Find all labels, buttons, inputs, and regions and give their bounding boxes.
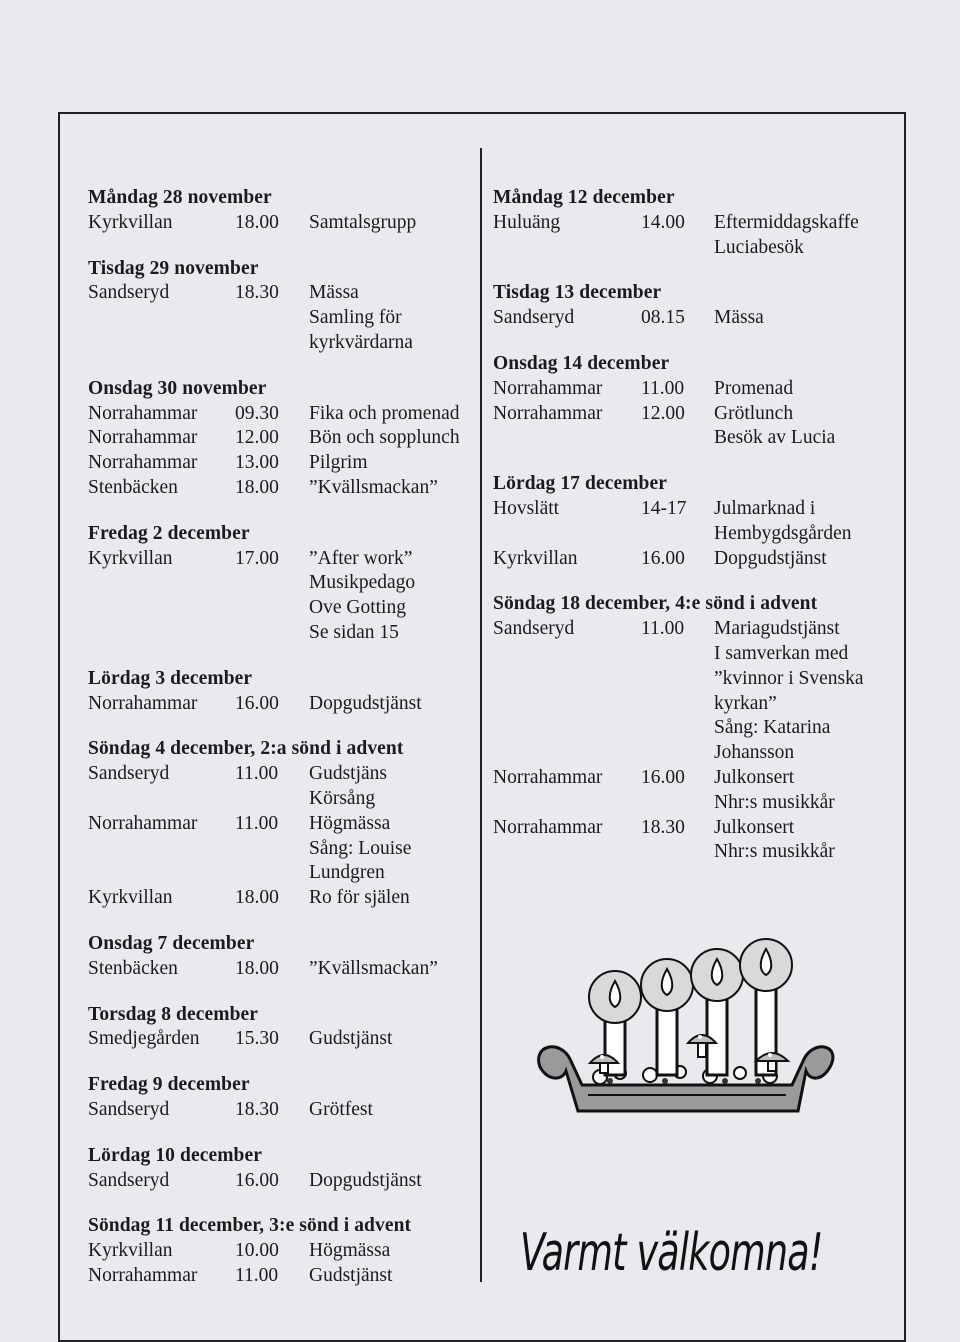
event-place: Sandseryd (493, 307, 575, 329)
event-description (309, 1264, 473, 1289)
event-description-line: Fika och promenad (309, 402, 460, 424)
event-place: Norrahammar (493, 816, 603, 838)
day-title: Onsdag 14 december (493, 352, 670, 374)
event-description (309, 1027, 473, 1052)
day-block (88, 1073, 473, 1123)
event-time: 08.15 (641, 307, 685, 329)
event-description (309, 426, 473, 451)
day-title: Lördag 10 december (88, 1144, 263, 1166)
day-title: Torsdag 8 december (88, 1003, 259, 1025)
event-description-line: Nhr:s musikkår (714, 791, 835, 813)
event-description (309, 957, 473, 982)
event-description-line: Julkonsert (714, 816, 795, 838)
event-row (493, 497, 893, 547)
event-place: Norrahammar (493, 377, 603, 399)
event-row (88, 957, 473, 982)
event-row (88, 211, 473, 236)
day-block (88, 1003, 473, 1053)
event-description-line: ”kvinnor i Svenska (714, 667, 864, 689)
event-description-line: Körsång (309, 787, 376, 809)
event-description-line: Besök av Lucia (714, 427, 836, 449)
event-row (88, 1098, 473, 1123)
event-description-line: Gudstjäns (309, 763, 387, 785)
event-description-line: Sång: Louise (309, 837, 412, 859)
event-place: Kyrkvillan (88, 887, 173, 909)
event-time: 11.00 (235, 763, 279, 785)
event-description-line: Grötlunch (714, 402, 794, 424)
event-time: 11.00 (235, 812, 279, 834)
event-place: Sandseryd (88, 282, 170, 304)
event-description-line: Högmässa (309, 1240, 391, 1262)
event-place: Sandseryd (493, 618, 575, 640)
day-title: Onsdag 30 november (88, 377, 267, 399)
event-time: 12.00 (641, 402, 685, 424)
event-time: 16.00 (641, 547, 685, 569)
event-place: Kyrkvillan (88, 211, 173, 233)
event-description (309, 402, 473, 427)
event-place: Norrahammar (88, 812, 198, 834)
event-description (714, 377, 893, 402)
day-title: Fredag 2 december (88, 522, 250, 544)
event-description-line: kyrkan” (714, 692, 777, 714)
event-place: Norrahammar (493, 402, 603, 424)
event-description-line: ”Kvällsmackan” (309, 957, 438, 979)
day-block (493, 472, 893, 571)
event-description-line: Lundgren (309, 862, 385, 884)
event-description-line: Musikpedago (309, 572, 416, 594)
day-title: Söndag 18 december, 4:e sönd i advent (493, 593, 818, 615)
event-place: Hovslätt (493, 497, 560, 519)
event-description-line: Dopgudstjänst (309, 692, 422, 714)
day-block (88, 1144, 473, 1194)
event-description (714, 766, 893, 816)
event-description (714, 402, 893, 452)
event-row (88, 1027, 473, 1052)
event-time: 18.30 (235, 1098, 279, 1120)
event-description (309, 1239, 473, 1264)
event-description (309, 281, 473, 355)
event-row (493, 402, 893, 452)
event-row (493, 306, 893, 331)
day-title: Lördag 3 december (88, 667, 253, 689)
event-description-line: Mariagudstjänst (714, 618, 840, 640)
event-row (493, 377, 893, 402)
event-description (309, 451, 473, 476)
event-time: 18.00 (235, 887, 279, 909)
column-divider (480, 148, 482, 1282)
day-title: Tisdag 29 november (88, 257, 259, 279)
event-row (88, 1169, 473, 1194)
event-place: Huluäng (493, 211, 561, 233)
event-time: 13.00 (235, 452, 279, 474)
event-description (309, 1169, 473, 1194)
event-description (309, 886, 473, 911)
event-time: 14.00 (641, 211, 685, 233)
day-title: Söndag 4 december, 2:a sönd i advent (88, 738, 404, 760)
event-time: 16.00 (235, 692, 279, 714)
event-place: Sandseryd (88, 1098, 170, 1120)
schedule-left-column (88, 186, 473, 1310)
day-title: Onsdag 7 december (88, 932, 255, 954)
day-block (493, 186, 893, 260)
schedule-right-column (493, 186, 893, 886)
event-description-line: ”After work” (309, 547, 413, 569)
event-time: 14-17 (641, 497, 687, 519)
event-description (309, 211, 473, 236)
event-description-line: Nhr:s musikkår (714, 841, 835, 863)
event-description-line: Hembygdsgården (714, 522, 852, 544)
event-time: 11.00 (235, 1264, 279, 1286)
event-description-line: Promenad (714, 377, 794, 399)
event-description-line: Pilgrim (309, 452, 368, 474)
day-block (493, 352, 893, 451)
event-row (493, 816, 893, 866)
event-place: Kyrkvillan (88, 1240, 173, 1262)
event-row (88, 402, 473, 427)
event-place: Sandseryd (88, 763, 170, 785)
day-title: Måndag 28 november (88, 187, 272, 208)
event-row (88, 281, 473, 355)
event-description (309, 762, 473, 812)
day-title: Fredag 9 december (88, 1074, 250, 1096)
event-time: 18.00 (235, 476, 279, 498)
event-description-line: Högmässa (309, 812, 391, 834)
day-block (493, 592, 893, 865)
event-description-line: Ro för själen (309, 887, 410, 909)
event-place: Norrahammar (88, 402, 198, 424)
event-description-line: Luciabesök (714, 236, 804, 258)
event-time: 18.00 (235, 957, 279, 979)
event-time: 11.00 (641, 618, 685, 640)
event-description-line: Sång: Katarina (714, 717, 831, 739)
event-description (714, 497, 893, 547)
event-time: 18.30 (641, 816, 685, 838)
event-row (88, 886, 473, 911)
event-row (88, 1264, 473, 1289)
event-description (714, 547, 893, 572)
event-row (88, 1239, 473, 1264)
event-time: 15.30 (235, 1028, 279, 1050)
day-block (88, 186, 473, 236)
event-description (714, 816, 893, 866)
event-place: Stenbäcken (88, 957, 178, 979)
event-time: 16.00 (641, 766, 685, 788)
event-place: Kyrkvillan (493, 547, 578, 569)
event-row (88, 762, 473, 812)
day-block (493, 281, 893, 331)
event-description-line: Dopgudstjänst (714, 547, 827, 569)
event-description-line: Mässa (309, 282, 359, 304)
day-title: Söndag 11 december, 3:e sönd i advent (88, 1215, 412, 1237)
day-title: Måndag 12 december (493, 187, 675, 208)
event-time: 18.00 (235, 211, 279, 233)
event-row (493, 617, 893, 766)
day-block (88, 932, 473, 982)
event-description-line: Bön och sopplunch (309, 427, 460, 449)
event-row (493, 211, 893, 261)
event-description (714, 211, 893, 261)
day-title: Tisdag 13 december (493, 282, 662, 304)
day-block (88, 667, 473, 717)
welcome-heading: Varmt välkomna! (520, 1223, 823, 1283)
event-description-line: ”Kvällsmackan” (309, 476, 438, 498)
event-place: Norrahammar (88, 452, 198, 474)
event-description-line: Julkonsert (714, 766, 795, 788)
event-description-line: Johansson (714, 742, 795, 764)
event-time: 12.00 (235, 427, 279, 449)
event-row (88, 547, 473, 646)
event-description-line: Julmarknad i (714, 497, 816, 519)
event-description-line: Grötfest (309, 1098, 373, 1120)
event-description-line: Se sidan 15 (309, 621, 399, 643)
event-place: Norrahammar (88, 692, 198, 714)
event-description (714, 617, 893, 766)
day-title: Lördag 17 december (493, 473, 668, 495)
event-row (493, 547, 893, 572)
event-description-line: Eftermiddagskaffe (714, 211, 859, 233)
event-description (309, 812, 473, 886)
event-description (309, 692, 473, 717)
event-row (88, 451, 473, 476)
event-place: Norrahammar (88, 1264, 198, 1286)
event-row (88, 426, 473, 451)
event-description-line: Gudstjänst (309, 1028, 393, 1050)
event-time: 18.30 (235, 282, 279, 304)
event-place: Sandseryd (88, 1169, 170, 1191)
event-description (714, 306, 893, 331)
event-time: 09.30 (235, 402, 279, 424)
event-place: Kyrkvillan (88, 547, 173, 569)
event-description-line: I samverkan med (714, 642, 849, 664)
event-description (309, 1098, 473, 1123)
day-block (88, 257, 473, 356)
day-block (88, 522, 473, 646)
event-row (88, 476, 473, 501)
event-description-line: Dopgudstjänst (309, 1169, 422, 1191)
event-row (493, 766, 893, 816)
event-place: Smedjegården (88, 1028, 200, 1050)
event-time: 10.00 (235, 1240, 279, 1262)
day-block (88, 737, 473, 911)
event-place: Norrahammar (493, 766, 603, 788)
event-time: 11.00 (641, 377, 685, 399)
day-block (88, 1214, 473, 1288)
event-place: Stenbäcken (88, 476, 178, 498)
day-block (88, 377, 473, 501)
candle-holder (539, 1047, 833, 1111)
event-place: Norrahammar (88, 427, 198, 449)
event-description-line: Mässa (714, 307, 764, 329)
advent-candles-illustration (530, 935, 840, 1125)
event-description-line: Ove Gotting (309, 597, 406, 619)
event-time: 16.00 (235, 1169, 279, 1191)
event-row (88, 692, 473, 717)
event-description-line: Samtalsgrupp (309, 211, 417, 233)
event-row (88, 812, 473, 886)
event-description-line: kyrkvärdarna (309, 331, 413, 353)
event-description-line: Gudstjänst (309, 1264, 393, 1286)
event-time: 17.00 (235, 547, 279, 569)
event-description-line: Samling för (309, 307, 402, 329)
event-description (309, 547, 473, 646)
event-description (309, 476, 473, 501)
